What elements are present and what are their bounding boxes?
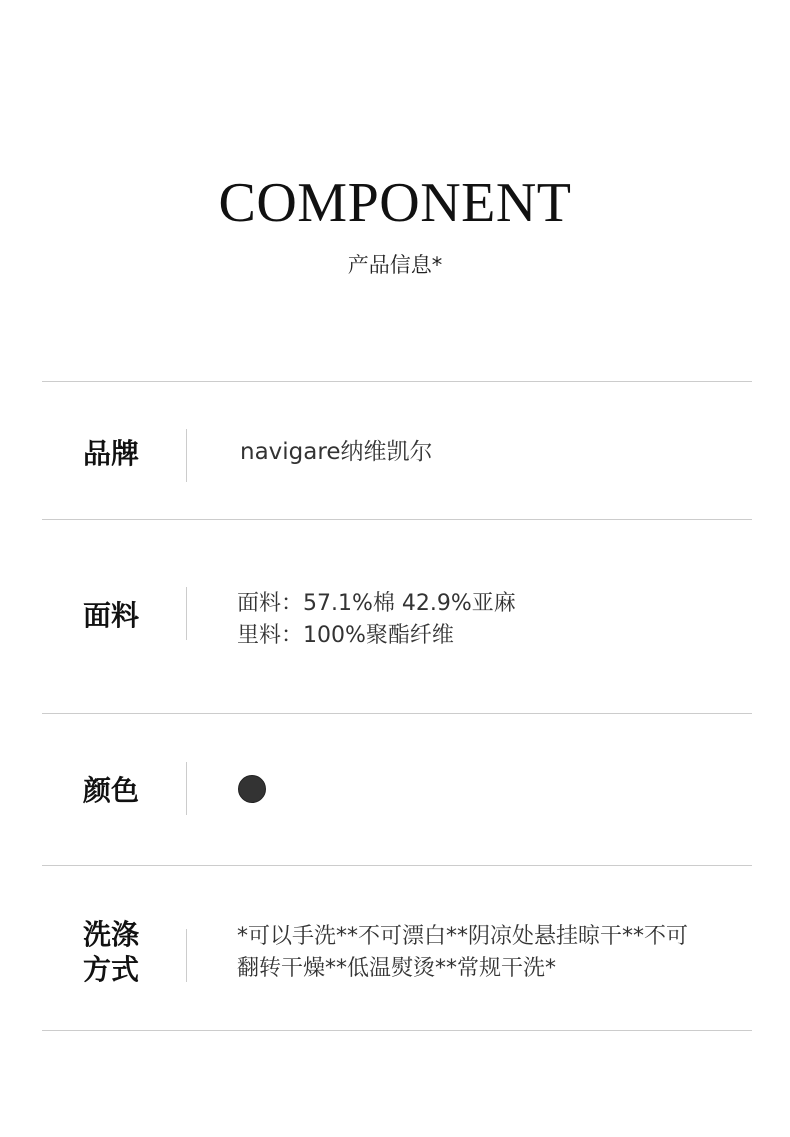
table-divider bbox=[42, 865, 752, 866]
row-label-brand: 品牌 bbox=[83, 437, 140, 470]
table-divider bbox=[42, 519, 752, 520]
row-label-fabric: 面料 bbox=[83, 599, 140, 632]
row-label-washing-line2: 方式 bbox=[83, 953, 140, 986]
row-separator bbox=[186, 762, 187, 815]
color-swatch bbox=[238, 775, 266, 803]
row-label-color: 颜色 bbox=[83, 774, 140, 807]
row-separator bbox=[186, 587, 187, 640]
page-subtitle: 产品信息* bbox=[347, 253, 443, 277]
row-value-brand: navigare纳维凯尔 bbox=[240, 439, 433, 465]
row-separator bbox=[186, 929, 187, 982]
row-separator bbox=[186, 429, 187, 482]
row-value-washing-line2: 翻转干燥**低温熨烫**常规干洗* bbox=[237, 956, 557, 981]
page-title: COMPONENT bbox=[218, 172, 572, 234]
table-divider bbox=[42, 713, 752, 714]
row-value-washing-line1: *可以手洗**不可漂白**阴凉处悬挂晾干**不可 bbox=[237, 924, 689, 949]
row-label-washing-line1: 洗涤 bbox=[83, 918, 140, 951]
table-divider-bottom bbox=[42, 1030, 752, 1031]
table-divider-top bbox=[42, 381, 752, 382]
row-value-fabric-lining: 里料：100%聚酯纤维 bbox=[237, 623, 454, 648]
row-value-fabric-outer: 面料：57.1%棉 42.9%亚麻 bbox=[237, 591, 516, 616]
